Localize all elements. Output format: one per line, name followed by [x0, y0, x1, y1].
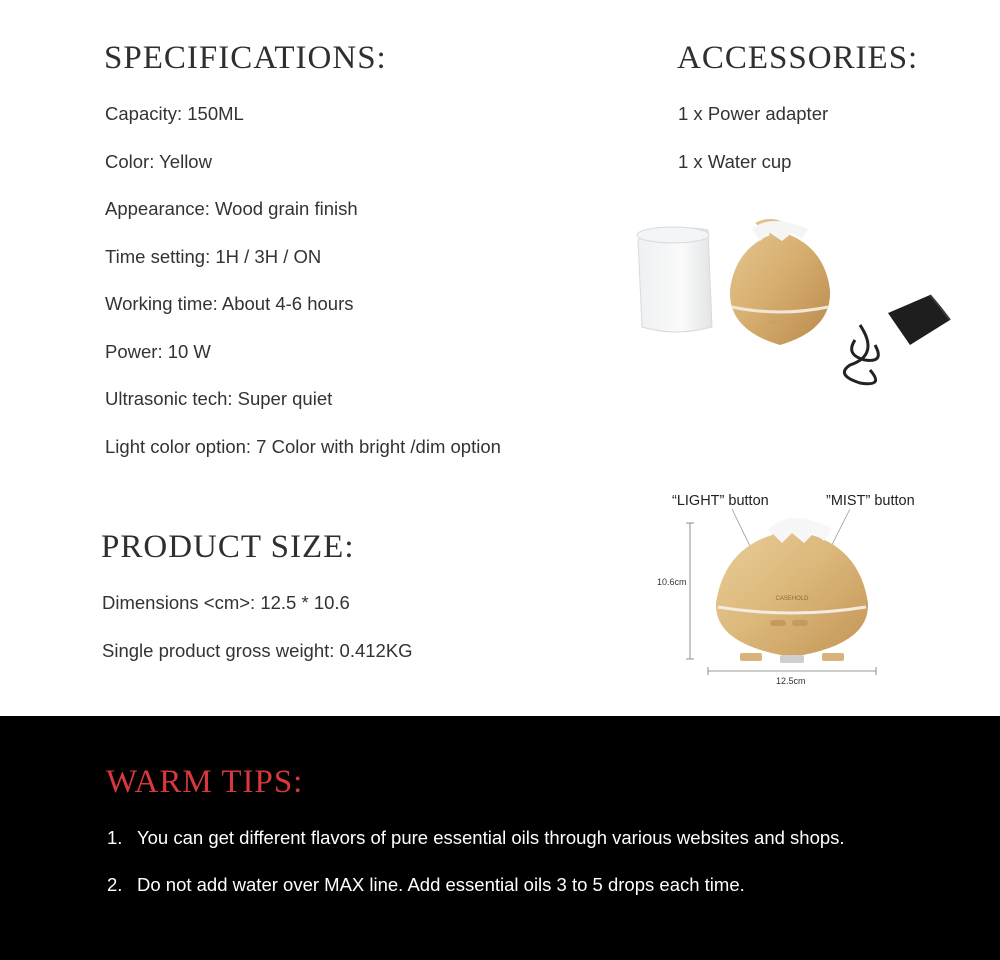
spec-capacity: Capacity: 150ML: [105, 103, 244, 124]
mist-button-label: ”MIST” button: [826, 493, 915, 509]
spec-light-color: Light color option: 7 Color with bright /dim option: [105, 436, 501, 457]
power-adapter-icon: [844, 295, 950, 384]
tip-item: [107, 827, 845, 849]
accessories-product-image: [620, 195, 990, 410]
width-dimension-label: 12.5cm: [776, 676, 806, 686]
brand-logo-text: CASEHOLD: [775, 596, 809, 602]
water-cup-icon: [637, 227, 712, 332]
accessory-water-cup: 1 x Water cup: [678, 151, 792, 172]
light-button-shape: [770, 620, 786, 626]
spec-appearance: Appearance: Wood grain finish: [105, 198, 358, 219]
tip-text: You can get different flavors of pure essential oils through various websites and shops.: [137, 827, 845, 848]
light-button-label: “LIGHT” button: [672, 493, 769, 509]
spec-ultrasonic: Ultrasonic tech: Super quiet: [105, 388, 333, 409]
diffuser-icon: [716, 518, 868, 663]
tip-number: 1.: [107, 827, 123, 848]
height-dimension-label: 10.6cm: [657, 577, 687, 587]
spec-time-setting: Time setting: 1H / 3H / ON: [105, 246, 322, 267]
tip-text: Do not add water over MAX line. Add essential oils 3 to 5 drops each time.: [137, 874, 745, 895]
mist-button-shape: [792, 620, 808, 626]
spec-working-time: Working time: About 4-6 hours: [105, 293, 354, 314]
accessory-power-adapter: 1 x Power adapter: [678, 103, 829, 124]
warm-tips-heading: WARM TIPS:: [106, 764, 304, 800]
spec-color: Color: Yellow: [105, 151, 212, 172]
spec-power: Power: 10 W: [105, 341, 211, 362]
size-dimensions: Dimensions <cm>: 12.5 * 10.6: [102, 592, 350, 613]
warm-tips-section: [0, 716, 1000, 960]
size-gross-weight: Single product gross weight: 0.412KG: [102, 640, 413, 661]
product-size-heading: PRODUCT SIZE:: [101, 529, 355, 565]
tip-item: [107, 874, 745, 896]
diffuser-icon: [730, 219, 830, 345]
accessories-heading: ACCESSORIES:: [677, 40, 919, 76]
specifications-heading: SPECIFICATIONS:: [104, 40, 387, 76]
tip-number: 2.: [107, 874, 123, 895]
dimension-diagram-image: [640, 485, 1000, 695]
